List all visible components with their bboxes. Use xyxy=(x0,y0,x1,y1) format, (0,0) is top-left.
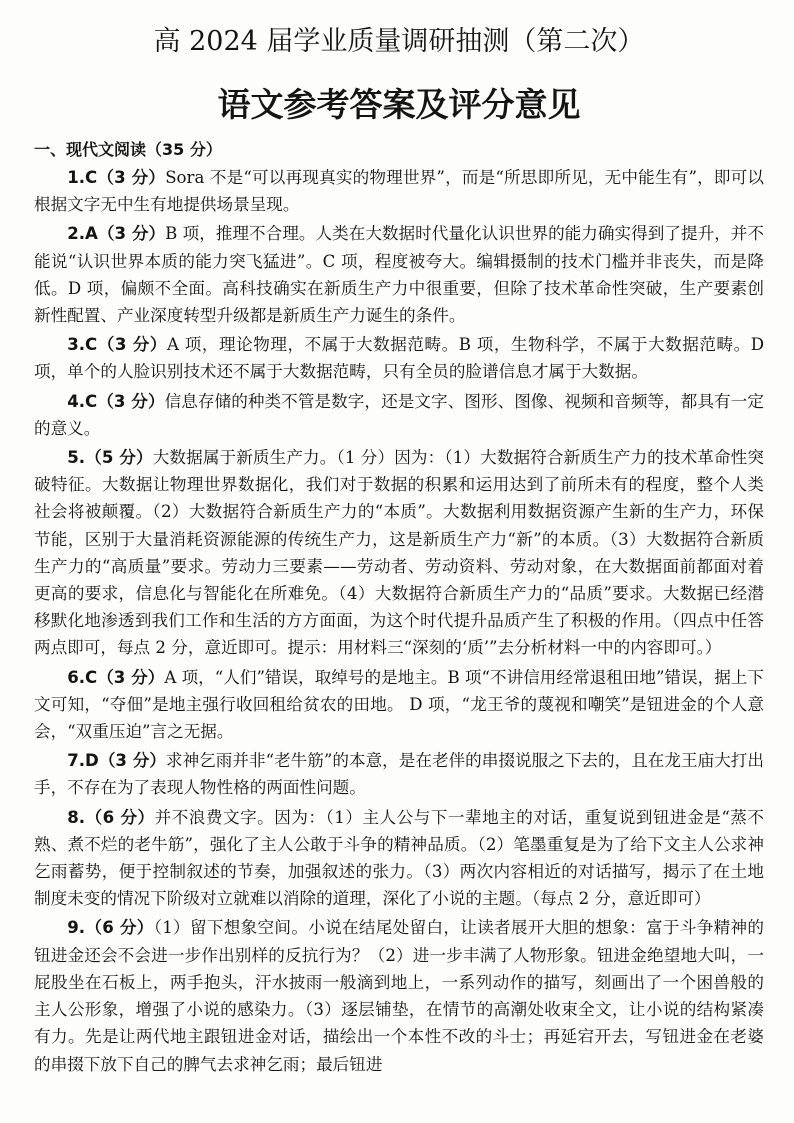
answer-7 xyxy=(34,747,764,801)
answer-number: 4.C（3 分） xyxy=(67,391,165,411)
answer-number: 1.C（3 分） xyxy=(67,168,166,187)
exam-title: 高 2024 届学业质量调研抽测（第二次） xyxy=(153,26,645,57)
answer-text: A 项，理论物理，不属于大数据范畴。B 项，生物科学，不属于大数据范畴。D 项，单个的人脸识别技术还不属于大数据范畴，只有全员的脸谱信息才属于大数据。 xyxy=(34,335,764,382)
answer-number: 6.C（3 分） xyxy=(67,667,165,687)
answer-6 xyxy=(34,664,764,746)
document-title: 语文参考答案及评分意见 xyxy=(217,85,581,124)
answer-text: B 项，推理不合理。人类在大数据时代量化认识世界的能力确实得到了提升，并不能说“认识世界本质的能力突飞猛进”。C 项，程度被夸大。编辑摄制的技术门槛并非丧失，而是降低。D 项，偏颇不全面。高科技确实在新质生产力中很重要，但除了技术革命性突破，生产要素创新性配置、产业深度转型升级都是新质生产力诞生的条件。 xyxy=(34,224,765,326)
answer-text: 大数据属于新质生产力。（1 分）因为：（1）大数据符合新质生产力的技术革命性突破特征。大数据让物理世界数据化，我们对于数据的积累和运用达到了前所未有的程度，整个人类社会将被颠覆。（2）大数据符合新质生产力的“本质”。大数据利用数据资源产生新的生产力，环保节能，区别于大量消耗资源能源的传统生产力，这是新质生产力“新”的本质。（3）大数据符合新质生产力的“高质量”要求。劳动力三要素——劳动者、劳动资料、劳动对象，在大数据面前都面对着更高的要求，信息化与智能化在所难免。（4）大数据符合新质生产力的“品质”要求。大数据已经潜移默化地渗透到我们工作和生活的方方面面，为这个时代提升品质产生了积极的作用。（四点中任答两点即可，每点 2 分，意近即可。提示：用材料三“深刻的‘质’”去分析材料一中的内容即可。） xyxy=(34,448,764,658)
answer-number: 5.（5 分） xyxy=(67,448,153,468)
answer-1 xyxy=(34,164,764,218)
answer-5 xyxy=(34,444,764,662)
answer-text: 信息存储的种类不管是数字，还是文字、图形、图像、视频和音频等，都具有一定的意义。 xyxy=(34,391,764,438)
answer-number: 2.A（3 分） xyxy=(67,224,166,244)
answer-3 xyxy=(34,331,764,385)
answer-2 xyxy=(34,220,764,329)
answer-text: （1）留下想象空间。小说在结尾处留白，让读者展开大胆的想象：富于斗争精神的钮进金还会不会进一步作出别样的反抗行为？（2）进一步丰满了人物形象。钮进金绝望地大叫，一屁股坐在石板上，两手抱头，汗水披雨一般滴到地上，一系列动作的描写，刻画出了一个困兽般的主人公形象，增强了小说的感染力。（3）逐层铺垫，在情节的高潮处收束全文，让小说的结构紧凑有力。先是让两代地主跟钮进金对话，描绘出一个本性不改的斗士；再延宕开去，写钮进金在老婆的串掇下放下自己的脾气去求神乞雨；最后钮进 xyxy=(34,918,764,1074)
answer-number: 8.（6 分） xyxy=(67,807,155,827)
answer-4 xyxy=(34,388,764,442)
answer-8 xyxy=(34,804,764,913)
answer-number: 7.D（3 分） xyxy=(67,751,166,771)
answer-number: 3.C（3 分） xyxy=(67,335,167,355)
answer-text: 并不浪费文字。因为：（1）主人公与下一辈地主的对话，重复说到钮进金是“蒸不熟、煮不烂的老牛筋”，强化了主人公敢于斗争的精神品质。（2）笔墨重复是为了给下文主人公求神乞雨蓄势，便于控制叙述的节奏，加强叙述的张力。（3）两次内容相近的对话描写，揭示了在土地制度未变的情况下阶级对立就难以消除的道理，深化了小说的主题。（每点 2 分，意近即可） xyxy=(34,807,764,909)
answer-9 xyxy=(34,914,764,1077)
section-heading: 一、现代文阅读（35 分） xyxy=(34,140,222,159)
answer-text: Sora 不是“可以再现真实的物理世界”，而是“所思即所见，无中能生有”，即可以根据文字无中生有地提供场景呈现。 xyxy=(34,168,764,215)
answer-text: 求神乞雨并非“老牛筋”的本意，是在老伴的串掇说服之下去的，且在龙王庙大打出手，不存在为了表现人物性格的两面性问题。 xyxy=(34,751,765,798)
answer-number: 9.（6 分） xyxy=(67,918,154,938)
answer-text: A 项，“人们”错误，取绰号的是地主。B 项“不讲信用经常退租田地”错误，据上下文可知，“夺佃”是地主强行收回租给贫农的田地。 D 项，“龙王爷的蔑视和嘲笑”是钮进金的个人意会，“双重压迫”言之无据。 xyxy=(34,667,764,742)
